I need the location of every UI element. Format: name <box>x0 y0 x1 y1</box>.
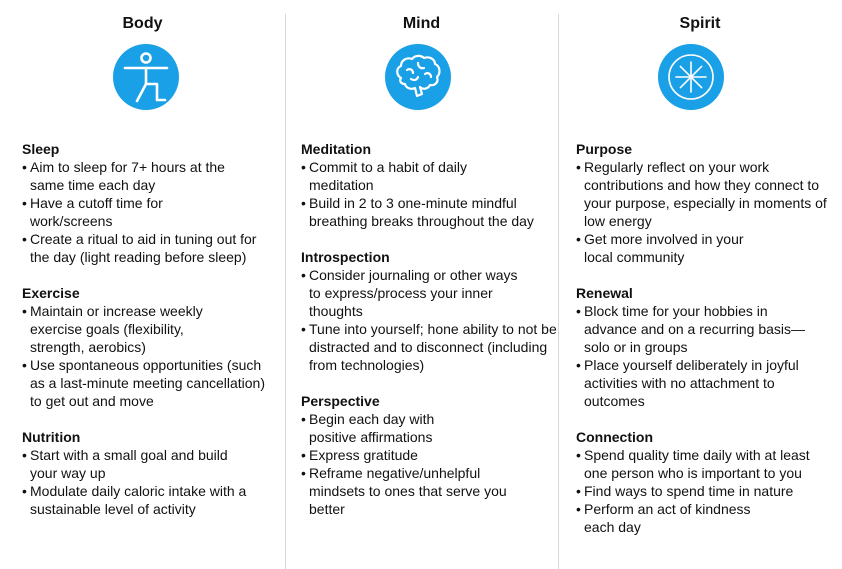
list-item: • Spend quality time daily with at least one person who is important to you <box>576 446 829 482</box>
list-item: • Commit to a habit of daily meditation <box>301 158 494 194</box>
starburst-icon <box>658 44 724 110</box>
list-item: • Aim to sleep for 7+ hours at the same time each day <box>22 158 258 194</box>
list-item: • Use spontaneous opportunities (such as a last-minute meeting cancellation) to get out and move <box>22 356 270 410</box>
list-item: • Modulate daily caloric intake with a sustainable level of activity <box>22 482 288 518</box>
list-item: • Perform an act of kindness each day <box>576 500 784 536</box>
section-renewal <box>576 284 838 410</box>
list-item: • Build in 2 to 3 one-minute mindful breathing breaks throughout the day <box>301 194 561 230</box>
list-item: • Get more involved in your local community <box>576 230 774 266</box>
section-perspective <box>301 392 553 518</box>
section-sleep <box>22 140 280 266</box>
column-heading: Mind <box>402 15 441 32</box>
section-purpose <box>576 140 838 266</box>
list-item: • Tune into yourself; hone ability to not be distracted and to disconnect (including from technologies) <box>301 320 561 374</box>
section-title: Meditation <box>301 141 371 157</box>
list-item: • Express gratitude <box>301 446 509 464</box>
list-item: • Create a ritual to aid in tuning out for the day (light reading before sleep) <box>22 230 270 266</box>
section-title: Exercise <box>22 285 80 301</box>
list-item: • Start with a small goal and build your way up <box>22 446 258 482</box>
section-title: Nutrition <box>22 429 81 445</box>
brain-icon <box>385 44 451 110</box>
list-item: • Reframe negative/unhelpful mindsets to ones that serve you better <box>301 464 519 518</box>
person-stretching-icon <box>113 44 179 110</box>
section-meditation <box>301 140 553 230</box>
column-heading: Spirit <box>679 15 721 32</box>
column-spirit <box>558 0 842 569</box>
section-exercise <box>22 284 280 410</box>
section-connection <box>576 428 838 536</box>
section-title: Connection <box>576 429 653 445</box>
list-item: • Place yourself deliberately in joyful activities with no attachment to outcomes <box>576 356 829 410</box>
list-item: • Consider journaling or other ways to express/process your inner thoughts <box>301 266 524 320</box>
sections-mind <box>301 140 557 536</box>
list-item: • Maintain or increase weekly exercise goals (flexibility, strength, aerobics) <box>22 302 235 356</box>
list-item: • Find ways to spend time in nature <box>576 482 834 500</box>
section-title: Renewal <box>576 285 633 301</box>
section-title: Sleep <box>22 141 60 157</box>
list-item: • Regularly reflect on your work contributions and how they connect to your purpose, especially in moments of low energy <box>576 158 842 230</box>
list-item: • Have a cutoff time for work/screens <box>22 194 200 230</box>
column-body <box>0 0 285 569</box>
section-nutrition <box>22 428 280 518</box>
list-item: • Begin each day with positive affirmations <box>301 410 469 446</box>
section-title: Purpose <box>576 141 633 157</box>
section-introspection <box>301 248 557 374</box>
list-item: • Block time for your hobbies in advance and on a recurring basis—solo or in groups <box>576 302 806 356</box>
section-title: Perspective <box>301 393 380 409</box>
section-title: Introspection <box>301 249 390 265</box>
sections-body <box>22 140 280 536</box>
column-heading: Body <box>122 15 163 32</box>
sections-spirit <box>576 140 838 554</box>
column-mind <box>285 0 558 569</box>
